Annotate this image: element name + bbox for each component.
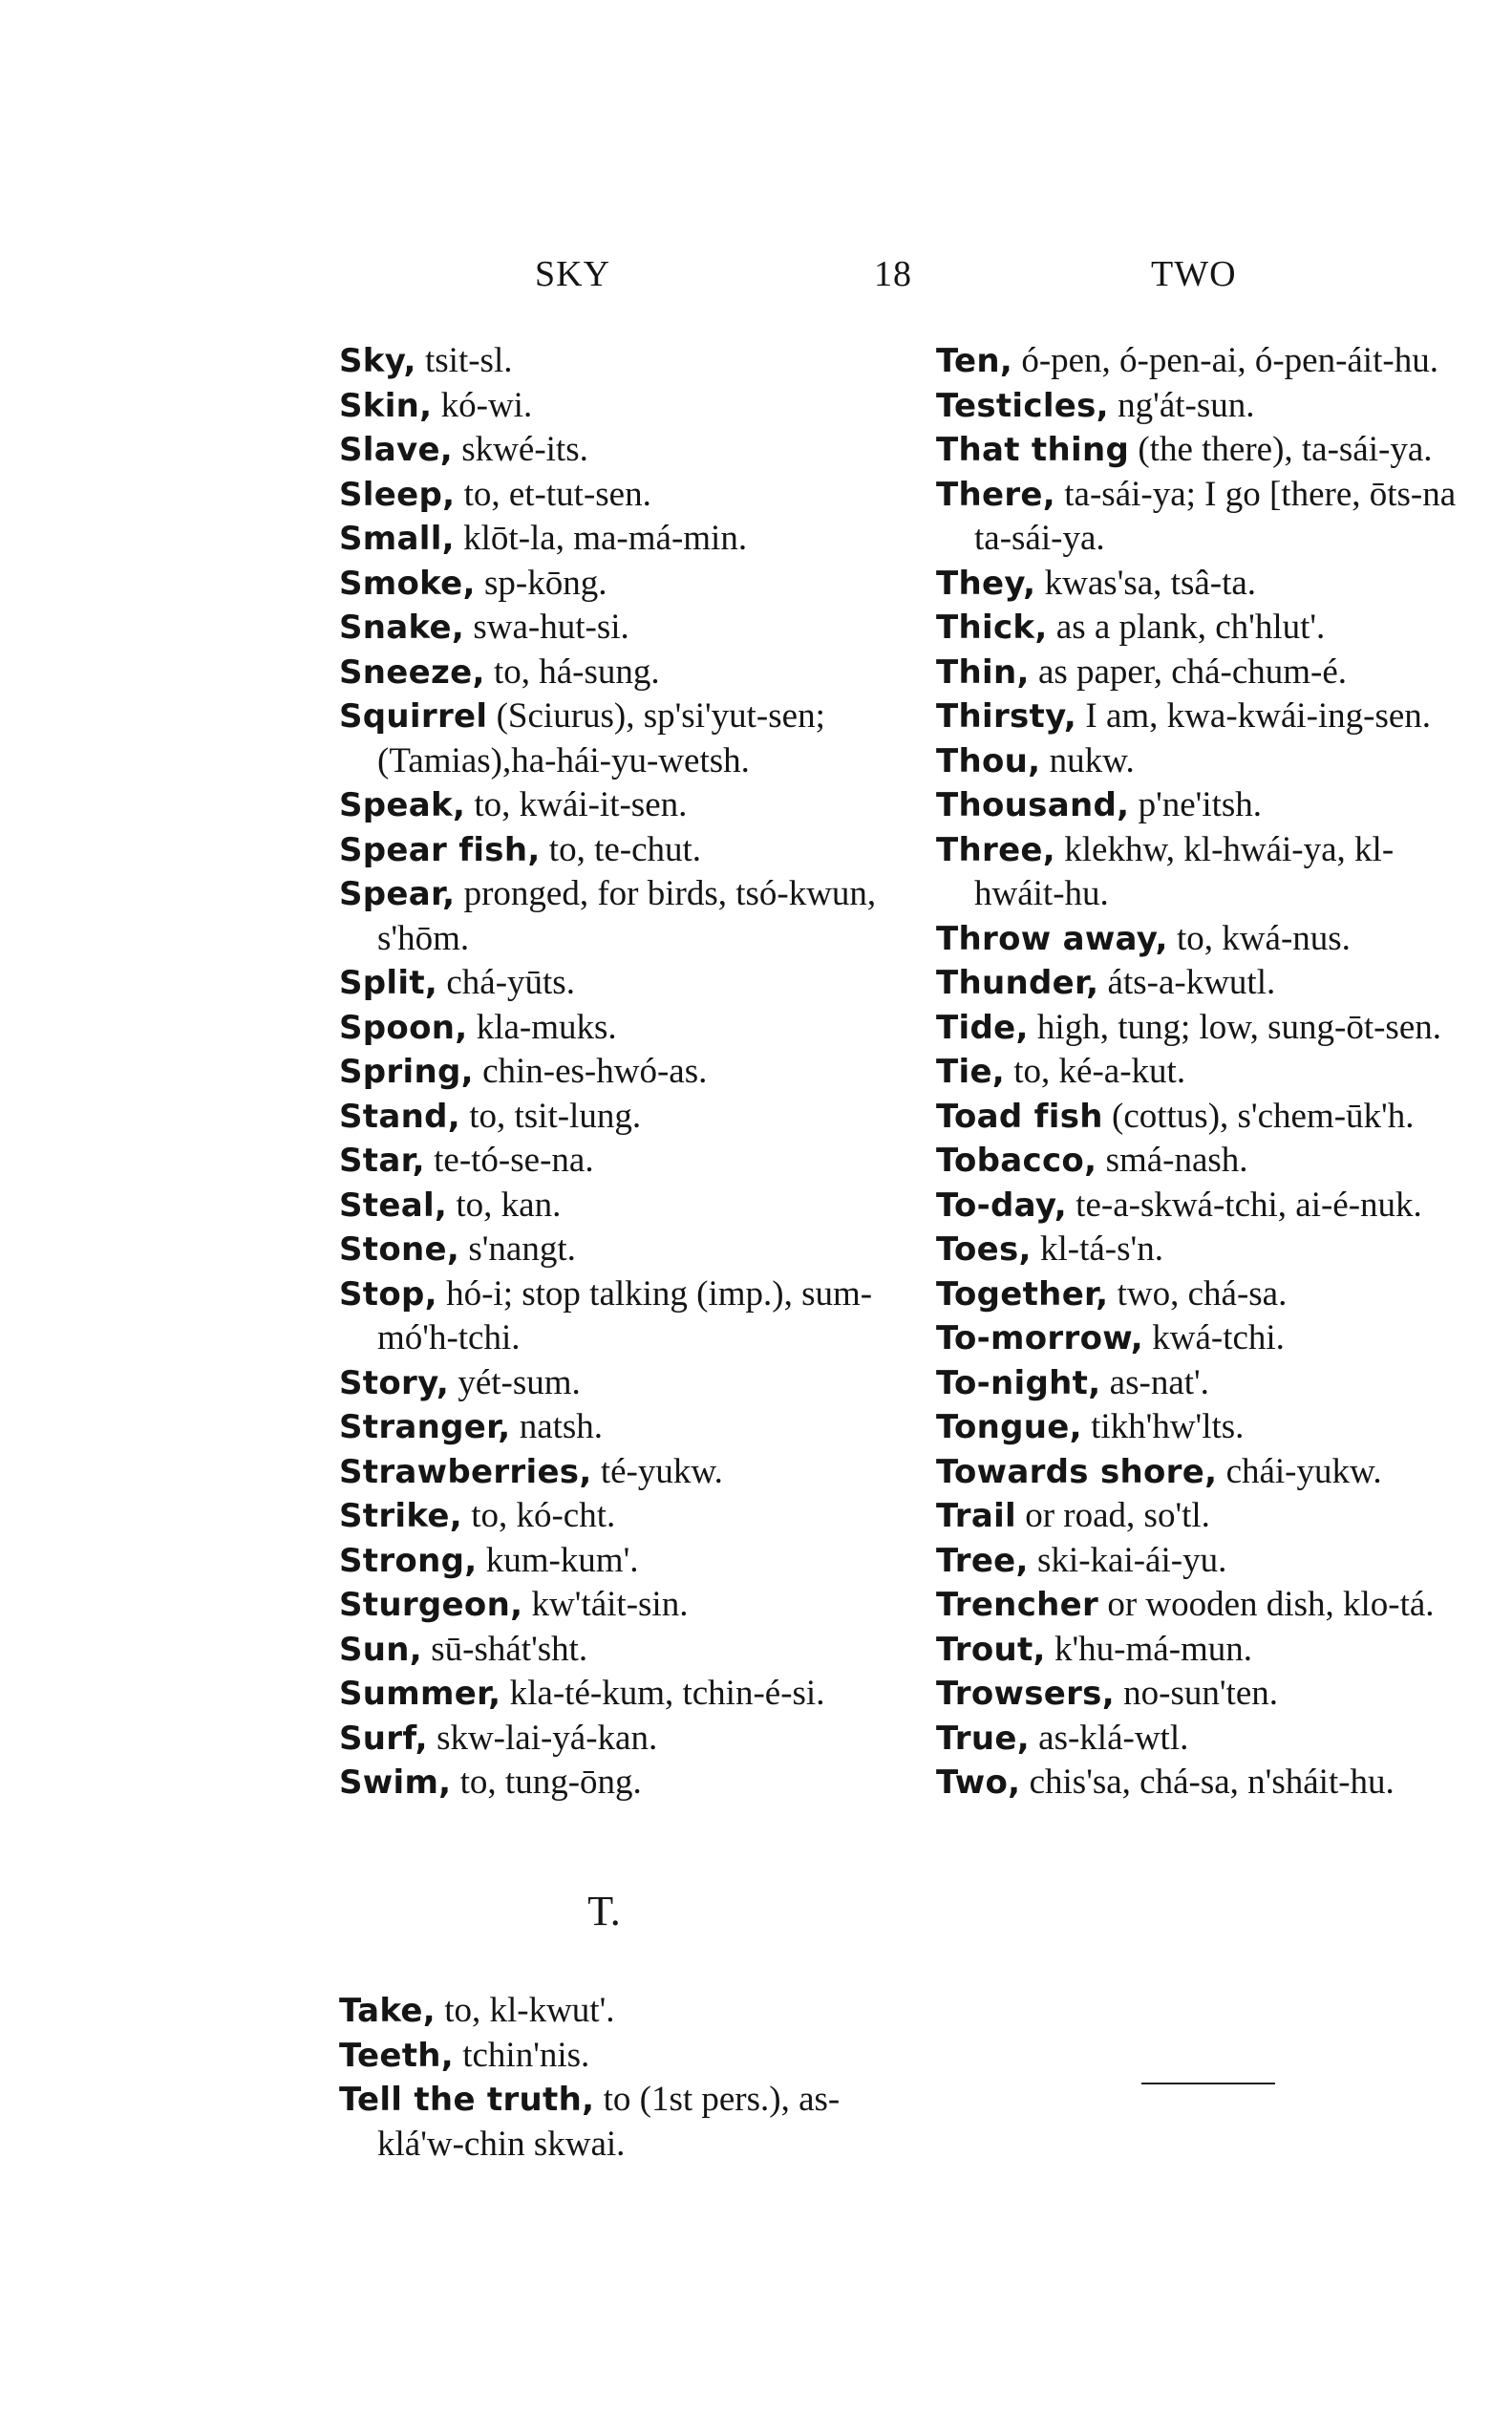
dictionary-entry xyxy=(936,1539,1480,1584)
definition: (Sciurus), sp'si'yut-sen; (Tamias),ha-hái-yu-wetsh. xyxy=(377,696,825,780)
page-number: 18 xyxy=(874,254,912,294)
dictionary-entry xyxy=(936,1450,1480,1495)
dictionary-entry xyxy=(936,1316,1480,1361)
dictionary-entry xyxy=(936,562,1480,607)
definition: high, tung; low, sung-ōt-sen. xyxy=(1028,1007,1442,1047)
definition: tchin'nis. xyxy=(453,2035,590,2075)
headword: Teeth, xyxy=(339,2036,454,2075)
headword: Squirrel xyxy=(339,697,488,736)
definition: s'nangt. xyxy=(459,1229,576,1269)
definition: or road, so'tl. xyxy=(1015,1496,1210,1535)
definition: chis'sa, chá-sa, n'sháit-hu. xyxy=(1020,1763,1395,1802)
definition: to, há-sung. xyxy=(484,652,660,692)
definition: skw-lai-yá-kan. xyxy=(427,1718,658,1758)
dictionary-entry xyxy=(339,1450,888,1495)
headword: Small, xyxy=(339,520,455,558)
headword: To-night, xyxy=(936,1363,1101,1402)
dictionary-entry xyxy=(936,1139,1480,1184)
definition: pronged, for birds, tsó-kwun, s'hōm. xyxy=(377,874,877,958)
headword: Surf, xyxy=(339,1719,428,1758)
dictionary-entry xyxy=(936,1184,1480,1229)
headword: Thunder, xyxy=(936,964,1099,1002)
dictionary-entry xyxy=(936,1761,1480,1806)
section-letter: T. xyxy=(587,1887,621,1934)
definition: sp-kōng. xyxy=(475,563,607,603)
headword: Thou, xyxy=(936,741,1041,780)
definition: to, kan. xyxy=(447,1185,562,1225)
headword: Trencher xyxy=(936,1586,1099,1624)
definition: kwá-tchi. xyxy=(1142,1318,1285,1357)
definition: tsit-sl. xyxy=(415,341,513,380)
headword: Three, xyxy=(936,830,1056,869)
header-right-guideword: TWO xyxy=(1151,254,1237,294)
dictionary-entry xyxy=(339,606,888,651)
headword: Tie, xyxy=(936,1053,1006,1091)
definition: as-nat'. xyxy=(1100,1362,1209,1402)
headword: Snake, xyxy=(339,609,465,647)
definition: smá-nash. xyxy=(1097,1141,1248,1180)
dictionary-entry xyxy=(339,384,888,429)
definition: ng'át-sun. xyxy=(1108,385,1255,425)
definition: nukw. xyxy=(1040,740,1135,780)
definition: te-tó-se-na. xyxy=(424,1141,594,1180)
definition: te-a-skwá-tchi, ai-é-nuk. xyxy=(1066,1185,1422,1225)
dictionary-entry xyxy=(339,473,888,518)
definition: klōt-la, ma-má-min. xyxy=(454,519,748,558)
dictionary-entry xyxy=(936,1095,1480,1140)
dictionary-entry xyxy=(339,1494,888,1539)
headword: Story, xyxy=(339,1363,450,1402)
headword: Sturgeon, xyxy=(339,1586,523,1624)
definition: té-yukw. xyxy=(591,1451,723,1491)
dictionary-entry xyxy=(339,1006,888,1051)
definition: swa-hut-si. xyxy=(464,608,629,647)
dictionary-entry xyxy=(339,517,888,562)
headword: There, xyxy=(936,475,1056,514)
headword: Toes, xyxy=(936,1230,1032,1269)
definition: chái-yukw. xyxy=(1217,1451,1382,1491)
headword: They, xyxy=(936,564,1036,603)
headword: Trail xyxy=(936,1497,1016,1535)
dictionary-entry xyxy=(339,651,888,695)
headword: Towards shore, xyxy=(936,1452,1218,1491)
definition: I am, kwa-kwái-ing-sen. xyxy=(1076,696,1432,736)
headword: Spear, xyxy=(339,875,456,913)
dictionary-entry xyxy=(936,783,1480,828)
dictionary-entry xyxy=(339,1095,888,1140)
headword: Testicles, xyxy=(936,386,1109,425)
dictionary-entry xyxy=(936,1272,1480,1317)
definition: yét-sum. xyxy=(449,1362,581,1402)
headword: Trowsers, xyxy=(936,1675,1115,1713)
definition: k'hu-má-mun. xyxy=(1045,1629,1253,1669)
definition: (the there), ta-sái-ya. xyxy=(1129,430,1433,469)
definition: kla-té-kum, tchin-é-si. xyxy=(500,1674,825,1713)
definition: kw'táit-sin. xyxy=(522,1585,689,1624)
dictionary-entry xyxy=(936,651,1480,695)
dictionary-entry xyxy=(936,1405,1480,1450)
dictionary-entry xyxy=(936,1672,1480,1717)
dictionary-entry xyxy=(339,2034,888,2079)
headword: Strong, xyxy=(339,1541,478,1580)
dictionary-entry xyxy=(339,1050,888,1095)
dictionary-entry xyxy=(339,1761,888,1806)
dictionary-entry xyxy=(936,1006,1480,1051)
definition: ta-sái-ya; I go [there, ōts-na ta-sái-ya. xyxy=(974,474,1457,558)
definition: as paper, chá-chum-é. xyxy=(1029,652,1348,692)
definition: or wooden dish, klo-tá. xyxy=(1098,1585,1435,1624)
headword: Split, xyxy=(339,964,438,1002)
definition: chá-yūts. xyxy=(437,963,575,1002)
headword: Tobacco, xyxy=(936,1142,1097,1180)
dictionary-entry xyxy=(936,384,1480,429)
dictionary-entry xyxy=(339,694,888,783)
definition: to, kwá-nus. xyxy=(1167,918,1351,958)
definition: p'ne'itsh. xyxy=(1129,785,1263,824)
definition: hó-i; stop talking (imp.), sum-mó'h-tchi. xyxy=(377,1273,873,1357)
headword: Thick, xyxy=(936,609,1048,647)
dictionary-entry xyxy=(936,1717,1480,1762)
headword: Thousand, xyxy=(936,786,1130,824)
definition: klekhw, kl-hwái-ya, kl-hwáit-hu. xyxy=(974,829,1395,913)
dictionary-entry xyxy=(339,1628,888,1673)
dictionary-entry xyxy=(339,1184,888,1229)
dictionary-entry xyxy=(339,1361,888,1406)
end-rule xyxy=(1141,2083,1275,2084)
headword: Swim, xyxy=(339,1763,452,1802)
definition: to, kl-kwut'. xyxy=(435,1991,615,2030)
headword: Speak, xyxy=(339,786,466,824)
dictionary-entry xyxy=(339,1672,888,1717)
dictionary-entry xyxy=(339,2078,888,2167)
headword: Spear fish, xyxy=(339,830,541,869)
definition: no-sun'ten. xyxy=(1114,1674,1279,1713)
headword: Strawberries, xyxy=(339,1452,592,1491)
headword: Tree, xyxy=(936,1541,1029,1580)
definition: natsh. xyxy=(510,1407,604,1446)
headword: Summer, xyxy=(339,1675,501,1713)
dictionary-entry xyxy=(339,1405,888,1450)
dictionary-entry xyxy=(339,1539,888,1584)
left-column xyxy=(339,339,888,2167)
definition: to, kó-cht. xyxy=(461,1496,616,1535)
dictionary-entry xyxy=(936,1361,1480,1406)
definition: kó-wi. xyxy=(432,385,533,425)
headword: Tide, xyxy=(936,1008,1029,1047)
definition: to, kwái-it-sen. xyxy=(465,785,688,824)
headword: Sleep, xyxy=(339,475,456,514)
definition: to, ké-a-kut. xyxy=(1005,1052,1186,1091)
dictionary-entry xyxy=(936,961,1480,1006)
headword: Toad fish xyxy=(936,1097,1103,1136)
dictionary-entry xyxy=(339,828,888,873)
entries-t-continued xyxy=(936,339,1480,1806)
dictionary-entry xyxy=(339,1717,888,1762)
running-header xyxy=(0,253,1512,310)
dictionary-entry xyxy=(339,1139,888,1184)
definition: kum-kum'. xyxy=(477,1540,639,1580)
dictionary-entry xyxy=(936,473,1480,562)
dictionary-entry xyxy=(936,339,1480,384)
headword: Spoon, xyxy=(339,1008,468,1047)
entries-s xyxy=(339,339,888,1806)
definition: kwas'sa, tsâ-ta. xyxy=(1035,563,1257,603)
headword: Tell the truth, xyxy=(339,2081,595,2119)
dictionary-entry xyxy=(339,872,888,961)
dictionary-entry xyxy=(339,562,888,607)
header-left-guideword: SKY xyxy=(535,254,611,294)
headword: Ten, xyxy=(936,342,1013,380)
headword: Stop, xyxy=(339,1274,437,1314)
headword: Spring, xyxy=(339,1053,474,1091)
headword: Sky, xyxy=(339,342,416,380)
dictionary-entry xyxy=(339,961,888,1006)
definition: kla-muks. xyxy=(467,1007,617,1047)
right-column xyxy=(936,339,1480,1806)
dictionary-entry xyxy=(936,1494,1480,1539)
dictionary-entry xyxy=(339,1228,888,1272)
definition: ski-kai-ái-yu. xyxy=(1028,1540,1227,1580)
entries-t xyxy=(339,1989,888,2167)
definition: to (1st pers.), as-klá'w-chin skwai. xyxy=(377,2080,841,2164)
headword: Steal, xyxy=(339,1186,448,1225)
headword: Sun, xyxy=(339,1630,423,1669)
headword: Stranger, xyxy=(339,1408,511,1446)
dictionary-entry xyxy=(339,1272,888,1361)
headword: To-morrow, xyxy=(936,1319,1143,1357)
headword: Two, xyxy=(936,1763,1021,1802)
dictionary-entry xyxy=(936,1628,1480,1673)
dictionary-entry xyxy=(936,917,1480,962)
headword: Thirsty, xyxy=(936,697,1077,736)
definition: as a plank, ch'hlut'. xyxy=(1047,608,1326,647)
headword: That thing xyxy=(936,431,1130,469)
dictionary-entry xyxy=(339,339,888,384)
definition: two, chá-sa. xyxy=(1108,1273,1288,1314)
dictionary-entry xyxy=(936,1583,1480,1628)
headword: Trout, xyxy=(936,1630,1046,1669)
headword: Sneeze, xyxy=(339,652,485,692)
definition: skwé-its. xyxy=(453,430,588,469)
headword: Tongue, xyxy=(936,1408,1082,1446)
headword: Together, xyxy=(936,1274,1109,1314)
definition: chin-es-hwó-as. xyxy=(473,1052,708,1091)
headword: Strike, xyxy=(339,1497,462,1535)
headword: Skin, xyxy=(339,386,433,425)
definition: to, tsit-lung. xyxy=(459,1096,642,1136)
headword: Stone, xyxy=(339,1230,460,1269)
dictionary-entry xyxy=(936,694,1480,739)
dictionary-entry xyxy=(339,783,888,828)
definition: kl-tá-s'n. xyxy=(1031,1229,1163,1269)
headword: Throw away, xyxy=(936,919,1168,958)
headword: Slave, xyxy=(339,431,454,469)
dictionary-entry xyxy=(936,828,1480,917)
definition: as-klá-wtl. xyxy=(1029,1718,1189,1758)
dictionary-entry xyxy=(936,739,1480,784)
definition: to, et-tut-sen. xyxy=(455,474,651,514)
headword: True, xyxy=(936,1719,1030,1758)
dictionary-entry xyxy=(339,1989,888,2034)
headword: Stand, xyxy=(339,1097,460,1136)
definition: ó-pen, ó-pen-ai, ó-pen-áit-hu. xyxy=(1012,341,1438,380)
definition: sū-shát'sht. xyxy=(422,1629,588,1669)
definition: to, tung-ōng. xyxy=(451,1763,642,1802)
headword: Thin, xyxy=(936,652,1030,692)
dictionary-entry xyxy=(936,428,1480,473)
definition: tikh'hw'lts. xyxy=(1081,1407,1245,1446)
dictionary-entry xyxy=(936,1228,1480,1272)
dictionary-entry xyxy=(339,428,888,473)
dictionary-entry xyxy=(936,606,1480,651)
definition: áts-a-kwutl. xyxy=(1098,963,1276,1002)
dictionary-entry xyxy=(339,1583,888,1628)
headword: To-day, xyxy=(936,1186,1067,1225)
headword: Take, xyxy=(339,1992,436,2030)
definition: (cottus), s'chem-ūk'h. xyxy=(1102,1096,1415,1136)
definition: to, te-chut. xyxy=(540,829,702,869)
headword: Smoke, xyxy=(339,564,476,603)
headword: Star, xyxy=(339,1142,425,1180)
dictionary-entry xyxy=(936,1050,1480,1095)
